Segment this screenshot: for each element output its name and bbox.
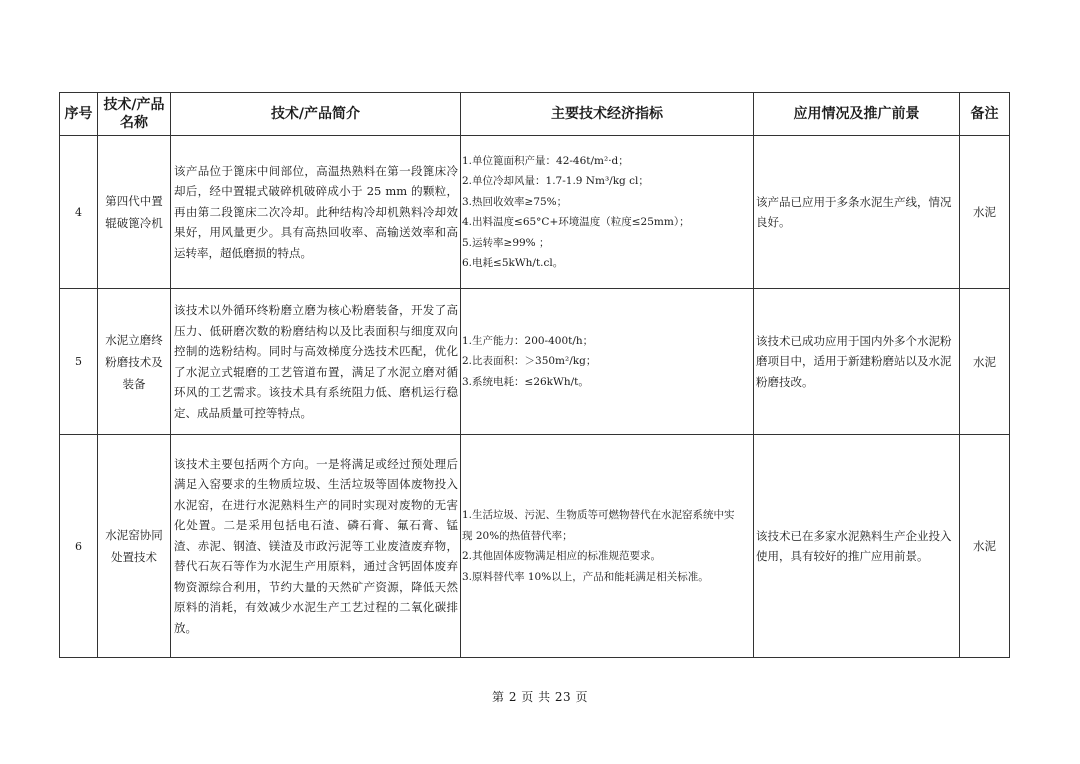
page-number: 第 2 页 共 23 页: [492, 690, 588, 704]
row-description: 该技术以外循环终粉磨立磨为核心粉磨装备，开发了高压力、低研磨次数的粉磨结构以及比表面积与细度双向控制的选粉结构。同时与高效梯度分选技术匹配，优化了水泥立式辊磨的工艺管道布置，满足了水泥立磨对循环风的工艺需求。该技术具有系统阻力低、磨机运行稳定、成品质量可控等特点。: [171, 289, 461, 435]
table-header-row: [60, 93, 1010, 136]
row-indicators: [461, 289, 754, 435]
row-note: 水泥: [960, 136, 1010, 289]
row-indicators: [461, 136, 754, 289]
row-name: 水泥窑协同处置技术: [98, 435, 171, 658]
indicator-item: 4.出料温度≤65°C+环境温度（粒度≤25mm）；: [462, 216, 690, 228]
header-index: 序号: [60, 93, 98, 136]
row-description: 该技术主要包括两个方向。一是将满足或经过预处理后满足入窑要求的生物质垃圾、生活垃圾等固体废物投入水泥窑，在进行水泥熟料生产的同时实现对废物的无害化处置。二是采用包括电石渣、磷石膏、氟石膏、锰渣、赤泥、钢渣、镁渣及市政污泥等工业废渣废弃物，替代石灰石等作为水泥生产用原料，通过含钙固体废弃物资源综合利用，节约大量的天然矿产资源，降低天然原料的消耗，有效减少水泥生产工艺过程的二氧化碳排放。: [171, 435, 461, 658]
indicator-item: 3.热回收效率≥75%；: [462, 195, 568, 208]
indicator-item: 3.原料替代率 10%以上，产品和能耗满足相关标准。: [462, 570, 709, 583]
row-note: 水泥: [960, 435, 1010, 658]
indicator-item: 1.生活垃圾、污泥、生物质等可燃物替代在水泥窑系统中实: [462, 509, 735, 521]
row-index: 6: [60, 435, 98, 658]
indicator-item: 1.生产能力：200-400t/h；: [462, 334, 594, 347]
row-index: 4: [60, 136, 98, 289]
row-name: 第四代中置辊破篦冷机: [98, 136, 171, 289]
row-application: 该产品已应用于多条水泥生产线，情况良好。: [754, 136, 960, 289]
indicator-item: 现 20%的热值替代率；: [462, 529, 573, 542]
indicator-item: 5.运转率≥99% ；: [462, 236, 550, 249]
indicator-item: 2.单位冷却风量：1.7-1.9 Nm³/kg cl；: [462, 175, 649, 187]
indicator-item: 2.其他固体废物满足相应的标准规范要求。: [462, 550, 662, 562]
header-name: 技术/产品名称: [98, 93, 171, 136]
indicator-item: 1.单位篦面积产量：42-46t/m²·d；: [462, 154, 629, 167]
row-note: 水泥: [960, 289, 1010, 435]
indicator-item: 3.系统电耗：≤26kWh/t。: [462, 375, 589, 388]
header-description: 技术/产品简介: [171, 93, 461, 136]
row-name: 水泥立磨终粉磨技术及装备: [98, 289, 171, 435]
header-note: 备注: [960, 93, 1010, 136]
row-application: 该技术已在多家水泥熟料生产企业投入使用，具有较好的推广应用前景。: [754, 435, 960, 658]
row-application: 该技术已成功应用于国内外多个水泥粉磨项目中，适用于新建粉磨站以及水泥粉磨技改。: [754, 289, 960, 435]
row-description: 该产品位于篦床中间部位，高温热熟料在第一段篦床冷却后，经中置辊式破碎机破碎成小于 25 mm 的颗粒，再由第二段篦床二次冷却。此种结构冷却机熟料冷却效果好，用风量更少。具有高热回收率、高输送效率和高运转率，超低磨损的特点。: [171, 136, 461, 289]
header-application: 应用情况及推广前景: [754, 93, 960, 136]
table-row: [60, 435, 1010, 658]
technology-table: [59, 92, 1010, 658]
indicator-item: 2.比表面积：＞350m²/kg；: [462, 355, 597, 368]
table-row: [60, 136, 1010, 289]
table-row: [60, 289, 1010, 435]
indicator-item: 6.电耗≤5kWh/t.cl。: [462, 257, 564, 269]
row-indicators: [461, 435, 754, 658]
row-index: 5: [60, 289, 98, 435]
header-indicators: 主要技术经济指标: [461, 93, 754, 136]
